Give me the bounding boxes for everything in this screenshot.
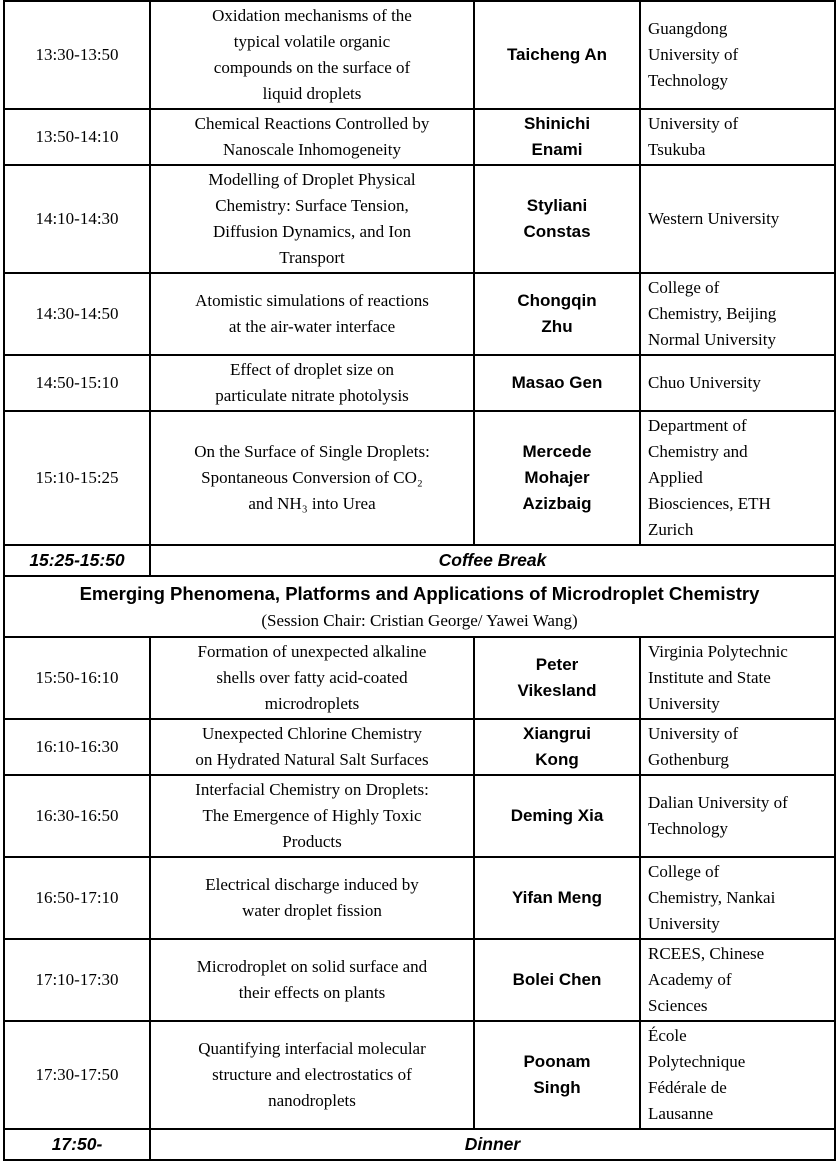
speaker-cell-text: Peter Vikesland bbox=[517, 655, 597, 700]
time-cell: 13:30-13:50 bbox=[4, 1, 150, 109]
break-label-cell: Coffee Break bbox=[150, 545, 835, 576]
time-cell: 16:50-17:10 bbox=[4, 857, 150, 939]
speaker-cell bbox=[474, 939, 640, 1021]
time-cell: 13:50-14:10 bbox=[4, 109, 150, 165]
talk-row bbox=[4, 637, 835, 719]
affiliation-cell bbox=[640, 273, 835, 355]
affiliation-cell bbox=[640, 857, 835, 939]
time-cell: 15:10-15:25 bbox=[4, 411, 150, 545]
talk-row bbox=[4, 857, 835, 939]
talk-title-cell-text: Modelling of Droplet Physical Chemistry: Surface Tension, Diffusion Dynamics, and Ion Transport bbox=[208, 170, 416, 267]
talk-row bbox=[4, 355, 835, 411]
time-cell: 17:30-17:50 bbox=[4, 1021, 150, 1129]
schedule-table bbox=[3, 0, 836, 1161]
speaker-cell bbox=[474, 775, 640, 857]
speaker-cell bbox=[474, 637, 640, 719]
speaker-cell-text: Mercede Mohajer Azizbaig bbox=[522, 442, 592, 513]
talk-title-cell-text: Formation of unexpected alkaline shells over fatty acid-coated microdroplets bbox=[197, 642, 427, 713]
speaker-cell-text: Taicheng An bbox=[506, 45, 608, 64]
affiliation-cell-text: Dalian University of Technology bbox=[648, 793, 788, 838]
talk-row bbox=[4, 1, 835, 109]
affiliation-cell bbox=[640, 411, 835, 545]
affiliation-cell-text: University of Tsukuba bbox=[648, 114, 739, 159]
talk-title-cell bbox=[150, 637, 474, 719]
time-cell: 14:30-14:50 bbox=[4, 273, 150, 355]
affiliation-cell-text: Western University bbox=[648, 209, 780, 228]
break-time-cell: 17:50- bbox=[4, 1129, 150, 1160]
session-title: Emerging Phenomena, Platforms and Applications of Microdroplet Chemistry bbox=[79, 583, 760, 604]
session-header-cell bbox=[4, 576, 835, 637]
affiliation-cell-text: Virginia Polytechnic Institute and State University bbox=[648, 642, 788, 713]
talk-title-cell-text: Microdroplet on solid surface and their effects on plants bbox=[196, 957, 428, 1002]
time-cell: 14:50-15:10 bbox=[4, 355, 150, 411]
affiliation-cell-text: Chuo University bbox=[648, 373, 761, 392]
talk-title-cell bbox=[150, 273, 474, 355]
speaker-cell bbox=[474, 355, 640, 411]
affiliation-cell-text: École Polytechnique Fédérale de Lausanne bbox=[648, 1026, 746, 1123]
break-label-cell: Dinner bbox=[150, 1129, 835, 1160]
speaker-cell-text: Poonam Singh bbox=[523, 1052, 591, 1097]
affiliation-cell-text: College of Chemistry, Beijing Normal University bbox=[648, 278, 777, 349]
speaker-cell bbox=[474, 109, 640, 165]
time-cell: 16:30-16:50 bbox=[4, 775, 150, 857]
time-cell: 17:10-17:30 bbox=[4, 939, 150, 1021]
talk-title-cell bbox=[150, 355, 474, 411]
speaker-cell-text: Yifan Meng bbox=[511, 888, 603, 907]
talk-row bbox=[4, 939, 835, 1021]
talk-row bbox=[4, 411, 835, 545]
affiliation-cell-text: RCEES, Chinese Academy of Sciences bbox=[648, 944, 765, 1015]
speaker-cell-text: Shinichi Enami bbox=[523, 114, 591, 159]
time-cell: 14:10-14:30 bbox=[4, 165, 150, 273]
talk-row bbox=[4, 1021, 835, 1129]
speaker-cell-text: Bolei Chen bbox=[512, 970, 602, 989]
talk-title-cell bbox=[150, 1, 474, 109]
talk-row bbox=[4, 273, 835, 355]
talk-title-cell-text: Unexpected Chlorine Chemistry on Hydrated Natural Salt Surfaces bbox=[195, 724, 429, 769]
talk-title-cell-text: Electrical discharge induced by water droplet fission bbox=[205, 875, 419, 920]
talk-row bbox=[4, 719, 835, 775]
talk-title-cell-text: Oxidation mechanisms of the typical volatile organic compounds on the surface of liquid droplets bbox=[212, 6, 412, 103]
affiliation-cell bbox=[640, 939, 835, 1021]
session-row bbox=[4, 576, 835, 637]
speaker-cell-text: Deming Xia bbox=[510, 806, 604, 825]
talk-title-cell bbox=[150, 165, 474, 273]
affiliation-cell bbox=[640, 1, 835, 109]
talk-title-cell-text: On the Surface of Single Droplets: Spontaneous Conversion of CO₂ and NH₃ into Urea bbox=[194, 442, 430, 513]
talk-title-cell-text: Quantifying interfacial molecular structure and electrostatics of nanodroplets bbox=[198, 1039, 426, 1110]
session-chair: (Session Chair: Cristian George/ Yawei Wang) bbox=[261, 611, 578, 630]
talk-title-cell bbox=[150, 719, 474, 775]
affiliation-cell bbox=[640, 775, 835, 857]
affiliation-cell bbox=[640, 719, 835, 775]
talk-title-cell bbox=[150, 411, 474, 545]
speaker-cell bbox=[474, 165, 640, 273]
talk-title-cell-text: Interfacial Chemistry on Droplets: The Emergence of Highly Toxic Products bbox=[195, 780, 429, 851]
affiliation-cell bbox=[640, 355, 835, 411]
time-cell: 16:10-16:30 bbox=[4, 719, 150, 775]
talk-title-cell-text: Atomistic simulations of reactions at the air-water interface bbox=[195, 291, 429, 336]
break-row bbox=[4, 1129, 835, 1160]
talk-title-cell bbox=[150, 109, 474, 165]
affiliation-cell bbox=[640, 1021, 835, 1129]
talk-row bbox=[4, 775, 835, 857]
speaker-cell-text: Masao Gen bbox=[511, 373, 603, 392]
affiliation-cell-text: Department of Chemistry and Applied Biosciences, ETH Zurich bbox=[648, 416, 771, 539]
speaker-cell bbox=[474, 857, 640, 939]
speaker-cell bbox=[474, 411, 640, 545]
talk-title-cell-text: Chemical Reactions Controlled by Nanoscale Inhomogeneity bbox=[194, 114, 430, 159]
affiliation-cell bbox=[640, 165, 835, 273]
break-row bbox=[4, 545, 835, 576]
speaker-cell-text: Chongqin Zhu bbox=[517, 291, 597, 336]
break-time-cell: 15:25-15:50 bbox=[4, 545, 150, 576]
talk-title-cell bbox=[150, 1021, 474, 1129]
schedule-body bbox=[4, 1, 835, 1160]
affiliation-cell bbox=[640, 637, 835, 719]
speaker-cell bbox=[474, 719, 640, 775]
speaker-cell-text: Xiangrui Kong bbox=[522, 724, 591, 769]
affiliation-cell bbox=[640, 109, 835, 165]
talk-row bbox=[4, 165, 835, 273]
time-cell: 15:50-16:10 bbox=[4, 637, 150, 719]
speaker-cell-text: Styliani Constas bbox=[523, 196, 591, 241]
affiliation-cell-text: College of Chemistry, Nankai University bbox=[648, 862, 776, 933]
speaker-cell bbox=[474, 1021, 640, 1129]
talk-title-cell bbox=[150, 857, 474, 939]
talk-title-cell-text: Effect of droplet size on particulate nitrate photolysis bbox=[215, 360, 409, 405]
affiliation-cell-text: University of Gothenburg bbox=[648, 724, 739, 769]
talk-row bbox=[4, 109, 835, 165]
talk-title-cell bbox=[150, 939, 474, 1021]
affiliation-cell-text: Guangdong University of Technology bbox=[648, 19, 739, 90]
speaker-cell bbox=[474, 1, 640, 109]
speaker-cell bbox=[474, 273, 640, 355]
talk-title-cell bbox=[150, 775, 474, 857]
